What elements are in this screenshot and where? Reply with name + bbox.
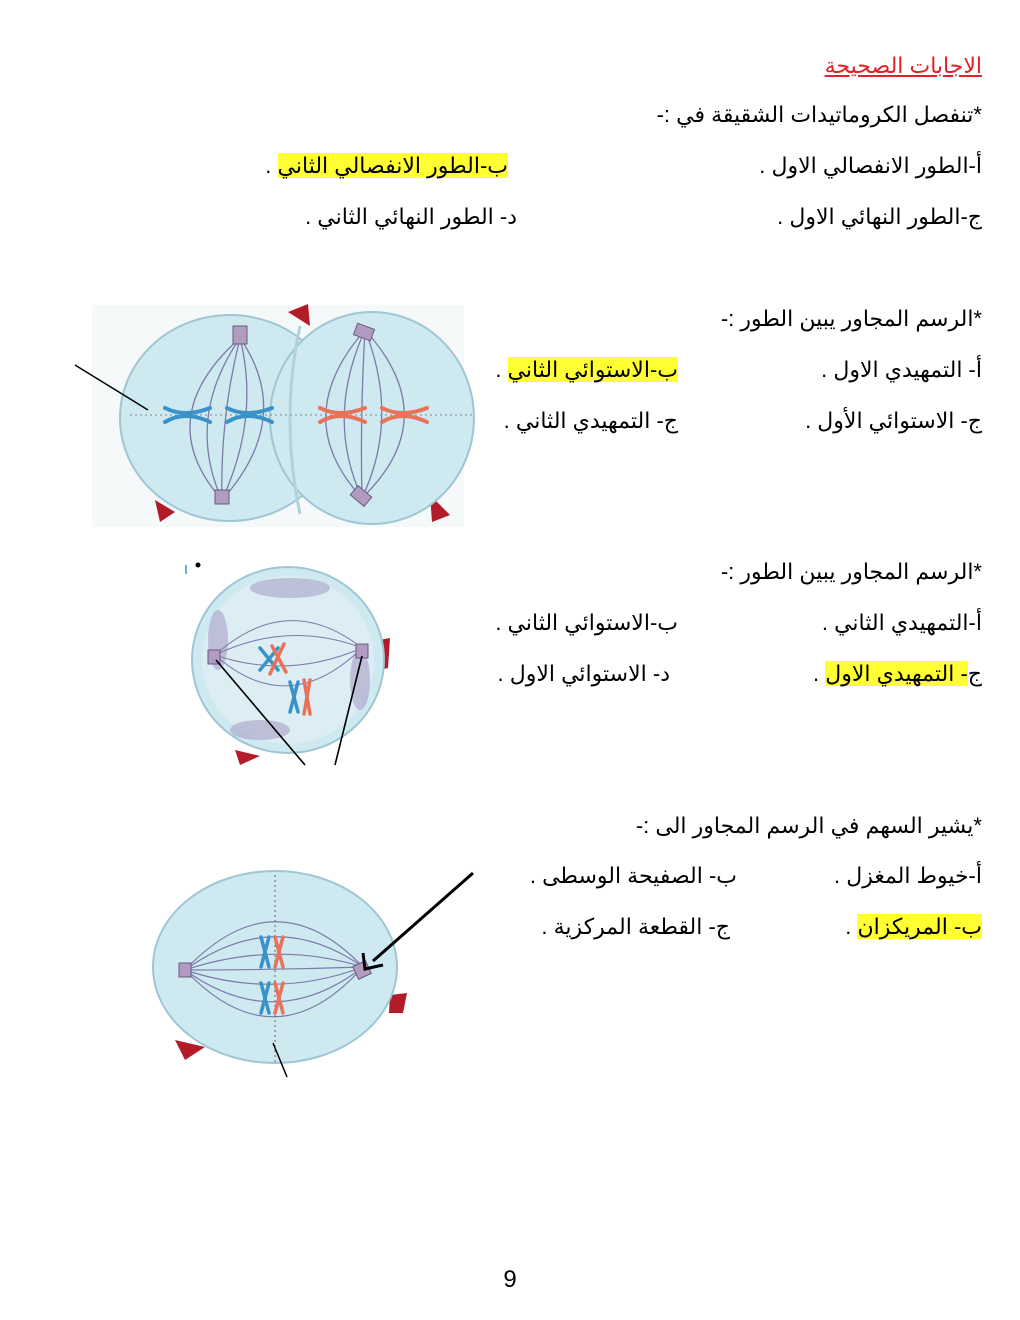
q3-option-b: ب-الاستوائي الثاني . xyxy=(495,610,678,635)
prophase-i-figure xyxy=(180,560,395,770)
q2-option-b-highlight: ب-الاستوائي الثاني xyxy=(507,357,678,382)
q3-option-a: أ-التمهيدي الثاني . xyxy=(821,610,982,635)
q3-option-d: د- الاستوائي الاول . xyxy=(497,661,670,686)
answers-title: الاجابات الصحيحة xyxy=(824,53,982,78)
q4-option-c xyxy=(845,913,982,941)
metaphase-arrow-figure xyxy=(145,865,480,1080)
q3-option-c-prefix: ج xyxy=(967,661,982,686)
q2-option-a: أ- التمهيدي الاول . xyxy=(821,357,982,382)
q1-option-d: د- الطور النهائي الثاني . xyxy=(305,204,517,229)
q4-question: *يشير السهم في الرسم المجاور الى :- xyxy=(635,813,982,838)
q3-option-c-highlight: - التمهيدي الاول xyxy=(825,661,968,686)
q4-option-d: ج- القطعة المركزية . xyxy=(541,914,730,939)
q2-option-b-dot: . xyxy=(495,357,508,382)
q4-option-b: ب- الصفيحة الوسطى . xyxy=(529,863,737,888)
q1-option-b-highlight: ب-الطور الانفصالي الثاني xyxy=(277,153,508,178)
q2-option-c: ج- الاستوائي الأول . xyxy=(805,408,982,433)
q4-option-a: أ-خيوط المغزل . xyxy=(834,863,982,888)
q3-question: *الرسم المجاور يبين الطور :- xyxy=(720,559,982,584)
metaphase-ii-figure xyxy=(70,300,490,535)
q3-option-c-dot: . xyxy=(813,661,826,686)
q2-option-d: ج- التمهيدي الثاني . xyxy=(503,408,678,433)
q2-question: *الرسم المجاور يبين الطور :- xyxy=(720,306,982,331)
q3-option-c xyxy=(813,660,982,688)
q4-option-c-highlight: ب- المريكزان xyxy=(857,914,982,939)
q1-option-c: ج-الطور النهائي الاول . xyxy=(777,204,982,229)
q1-option-b-dot: . xyxy=(265,153,278,178)
page-number: 9 xyxy=(503,1266,517,1293)
q1-question: *تنفصل الكروماتيدات الشقيقة في :- xyxy=(656,102,982,127)
q4-option-c-dot: . xyxy=(845,914,858,939)
q1-option-b xyxy=(265,152,508,180)
q2-option-b xyxy=(495,356,678,384)
q1-option-a: أ-الطور الانفصالي الاول . xyxy=(759,153,982,178)
